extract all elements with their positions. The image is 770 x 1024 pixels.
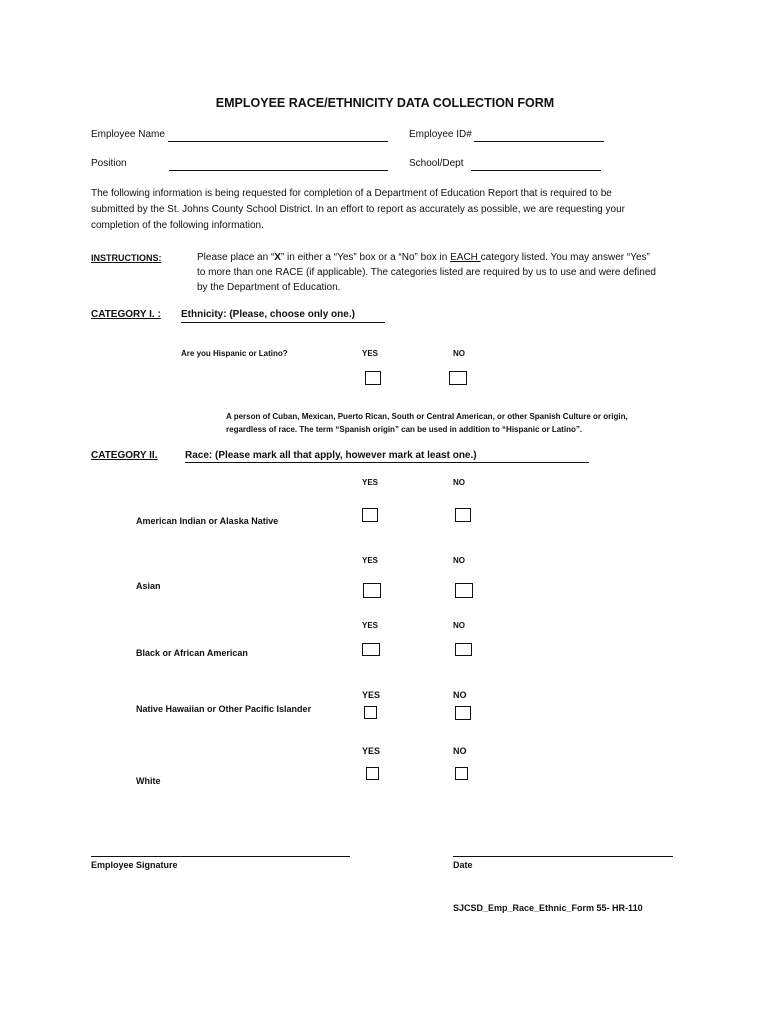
employee-name-label: Employee Name bbox=[91, 129, 165, 140]
race-1-no-label: NO bbox=[453, 478, 465, 487]
race-asian-yes-checkbox[interactable] bbox=[363, 583, 381, 598]
intro-line-2: submitted by the St. Johns County School District. In an effort to report as accurately as possible, we are requesting your bbox=[91, 204, 625, 215]
position-label: Position bbox=[91, 158, 127, 169]
race-5-yes-label: YES bbox=[362, 746, 381, 756]
employee-id-label: Employee ID# bbox=[409, 129, 472, 140]
employee-signature-line[interactable] bbox=[91, 856, 350, 857]
race-asian-label: Asian bbox=[136, 581, 161, 591]
hispanic-no-label: NO bbox=[453, 349, 465, 358]
race-3-no-label: NO bbox=[453, 621, 465, 630]
intro-line-1: The following information is being requested for completion of a Department of Education Report that is required to be bbox=[91, 188, 612, 199]
hispanic-note-line-2: regardless of race. The term “Spanish origin” can be used in addition to “Hispanic or Latino”. bbox=[226, 425, 583, 434]
race-black-label: Black or African American bbox=[136, 648, 248, 658]
race-black-yes-checkbox[interactable] bbox=[362, 643, 380, 656]
category-1-heading: Ethnicity: (Please, choose only one.) bbox=[181, 309, 355, 320]
instructions-line-3: by the Department of Education. bbox=[197, 282, 341, 293]
employee-id-line[interactable] bbox=[474, 141, 604, 142]
category-1-heading-underline bbox=[181, 322, 385, 323]
hispanic-note-line-1: A person of Cuban, Mexican, Puerto Rican, South or Central American, or other Spanish Culture or origin, bbox=[226, 412, 628, 421]
category-1-label: CATEGORY I. : bbox=[91, 309, 161, 320]
date-label: Date bbox=[453, 860, 473, 870]
race-4-no-label: NO bbox=[453, 690, 467, 700]
race-asian-no-checkbox[interactable] bbox=[455, 583, 473, 598]
date-line[interactable] bbox=[453, 856, 673, 857]
hispanic-definition-note bbox=[226, 410, 696, 436]
form-code: SJCSD_Emp_Race_Ethnic_Form 55- HR-110 bbox=[453, 903, 643, 913]
hispanic-question: Are you Hispanic or Latino? bbox=[181, 349, 288, 358]
race-american-indian-no-checkbox[interactable] bbox=[455, 508, 471, 522]
race-native-hawaiian-label: Native Hawaiian or Other Pacific Islander bbox=[136, 704, 312, 714]
employee-name-line[interactable] bbox=[168, 141, 388, 142]
race-native-hawaiian-yes-checkbox[interactable] bbox=[364, 706, 377, 719]
race-white-no-checkbox[interactable] bbox=[455, 767, 468, 780]
intro-paragraph bbox=[91, 186, 691, 234]
category-2-heading: Race: (Please mark all that apply, however mark at least one.) bbox=[185, 450, 477, 461]
school-dept-line[interactable] bbox=[471, 170, 601, 171]
hispanic-yes-label: YES bbox=[362, 349, 379, 358]
hispanic-no-checkbox[interactable] bbox=[449, 371, 467, 385]
instructions-line-1: Please place an “X” in either a “Yes” box or a “No” box in EACH category listed. You may answer “Yes” bbox=[197, 252, 650, 263]
hispanic-yes-checkbox[interactable] bbox=[365, 371, 381, 385]
employee-signature-label: Employee Signature bbox=[91, 860, 178, 870]
position-line[interactable] bbox=[169, 170, 388, 171]
form-title: EMPLOYEE RACE/ETHNICITY DATA COLLECTION FORM bbox=[215, 96, 555, 110]
race-american-indian-label: American Indian or Alaska Native bbox=[136, 516, 279, 526]
instructions-line-2: to more than one RACE (if applicable). The categories listed are required by us to use and were defined bbox=[197, 267, 656, 278]
race-2-yes-label: YES bbox=[362, 556, 379, 565]
category-2-heading-underline bbox=[185, 462, 589, 463]
race-2-no-label: NO bbox=[453, 556, 465, 565]
school-dept-label: School/Dept bbox=[409, 158, 464, 169]
race-american-indian-yes-checkbox[interactable] bbox=[362, 508, 378, 522]
race-black-no-checkbox[interactable] bbox=[455, 643, 472, 656]
race-white-label: White bbox=[136, 776, 161, 786]
race-white-yes-checkbox[interactable] bbox=[366, 767, 379, 780]
instructions-text bbox=[197, 250, 697, 295]
intro-line-3: completion of the following information. bbox=[91, 220, 264, 231]
race-native-hawaiian-no-checkbox[interactable] bbox=[455, 706, 471, 720]
race-5-no-label: NO bbox=[453, 746, 467, 756]
instructions-label: INSTRUCTIONS: bbox=[91, 253, 162, 263]
race-4-yes-label: YES bbox=[362, 690, 381, 700]
race-1-yes-label: YES bbox=[362, 478, 379, 487]
race-3-yes-label: YES bbox=[362, 621, 379, 630]
category-2-label: CATEGORY II. bbox=[91, 450, 158, 461]
